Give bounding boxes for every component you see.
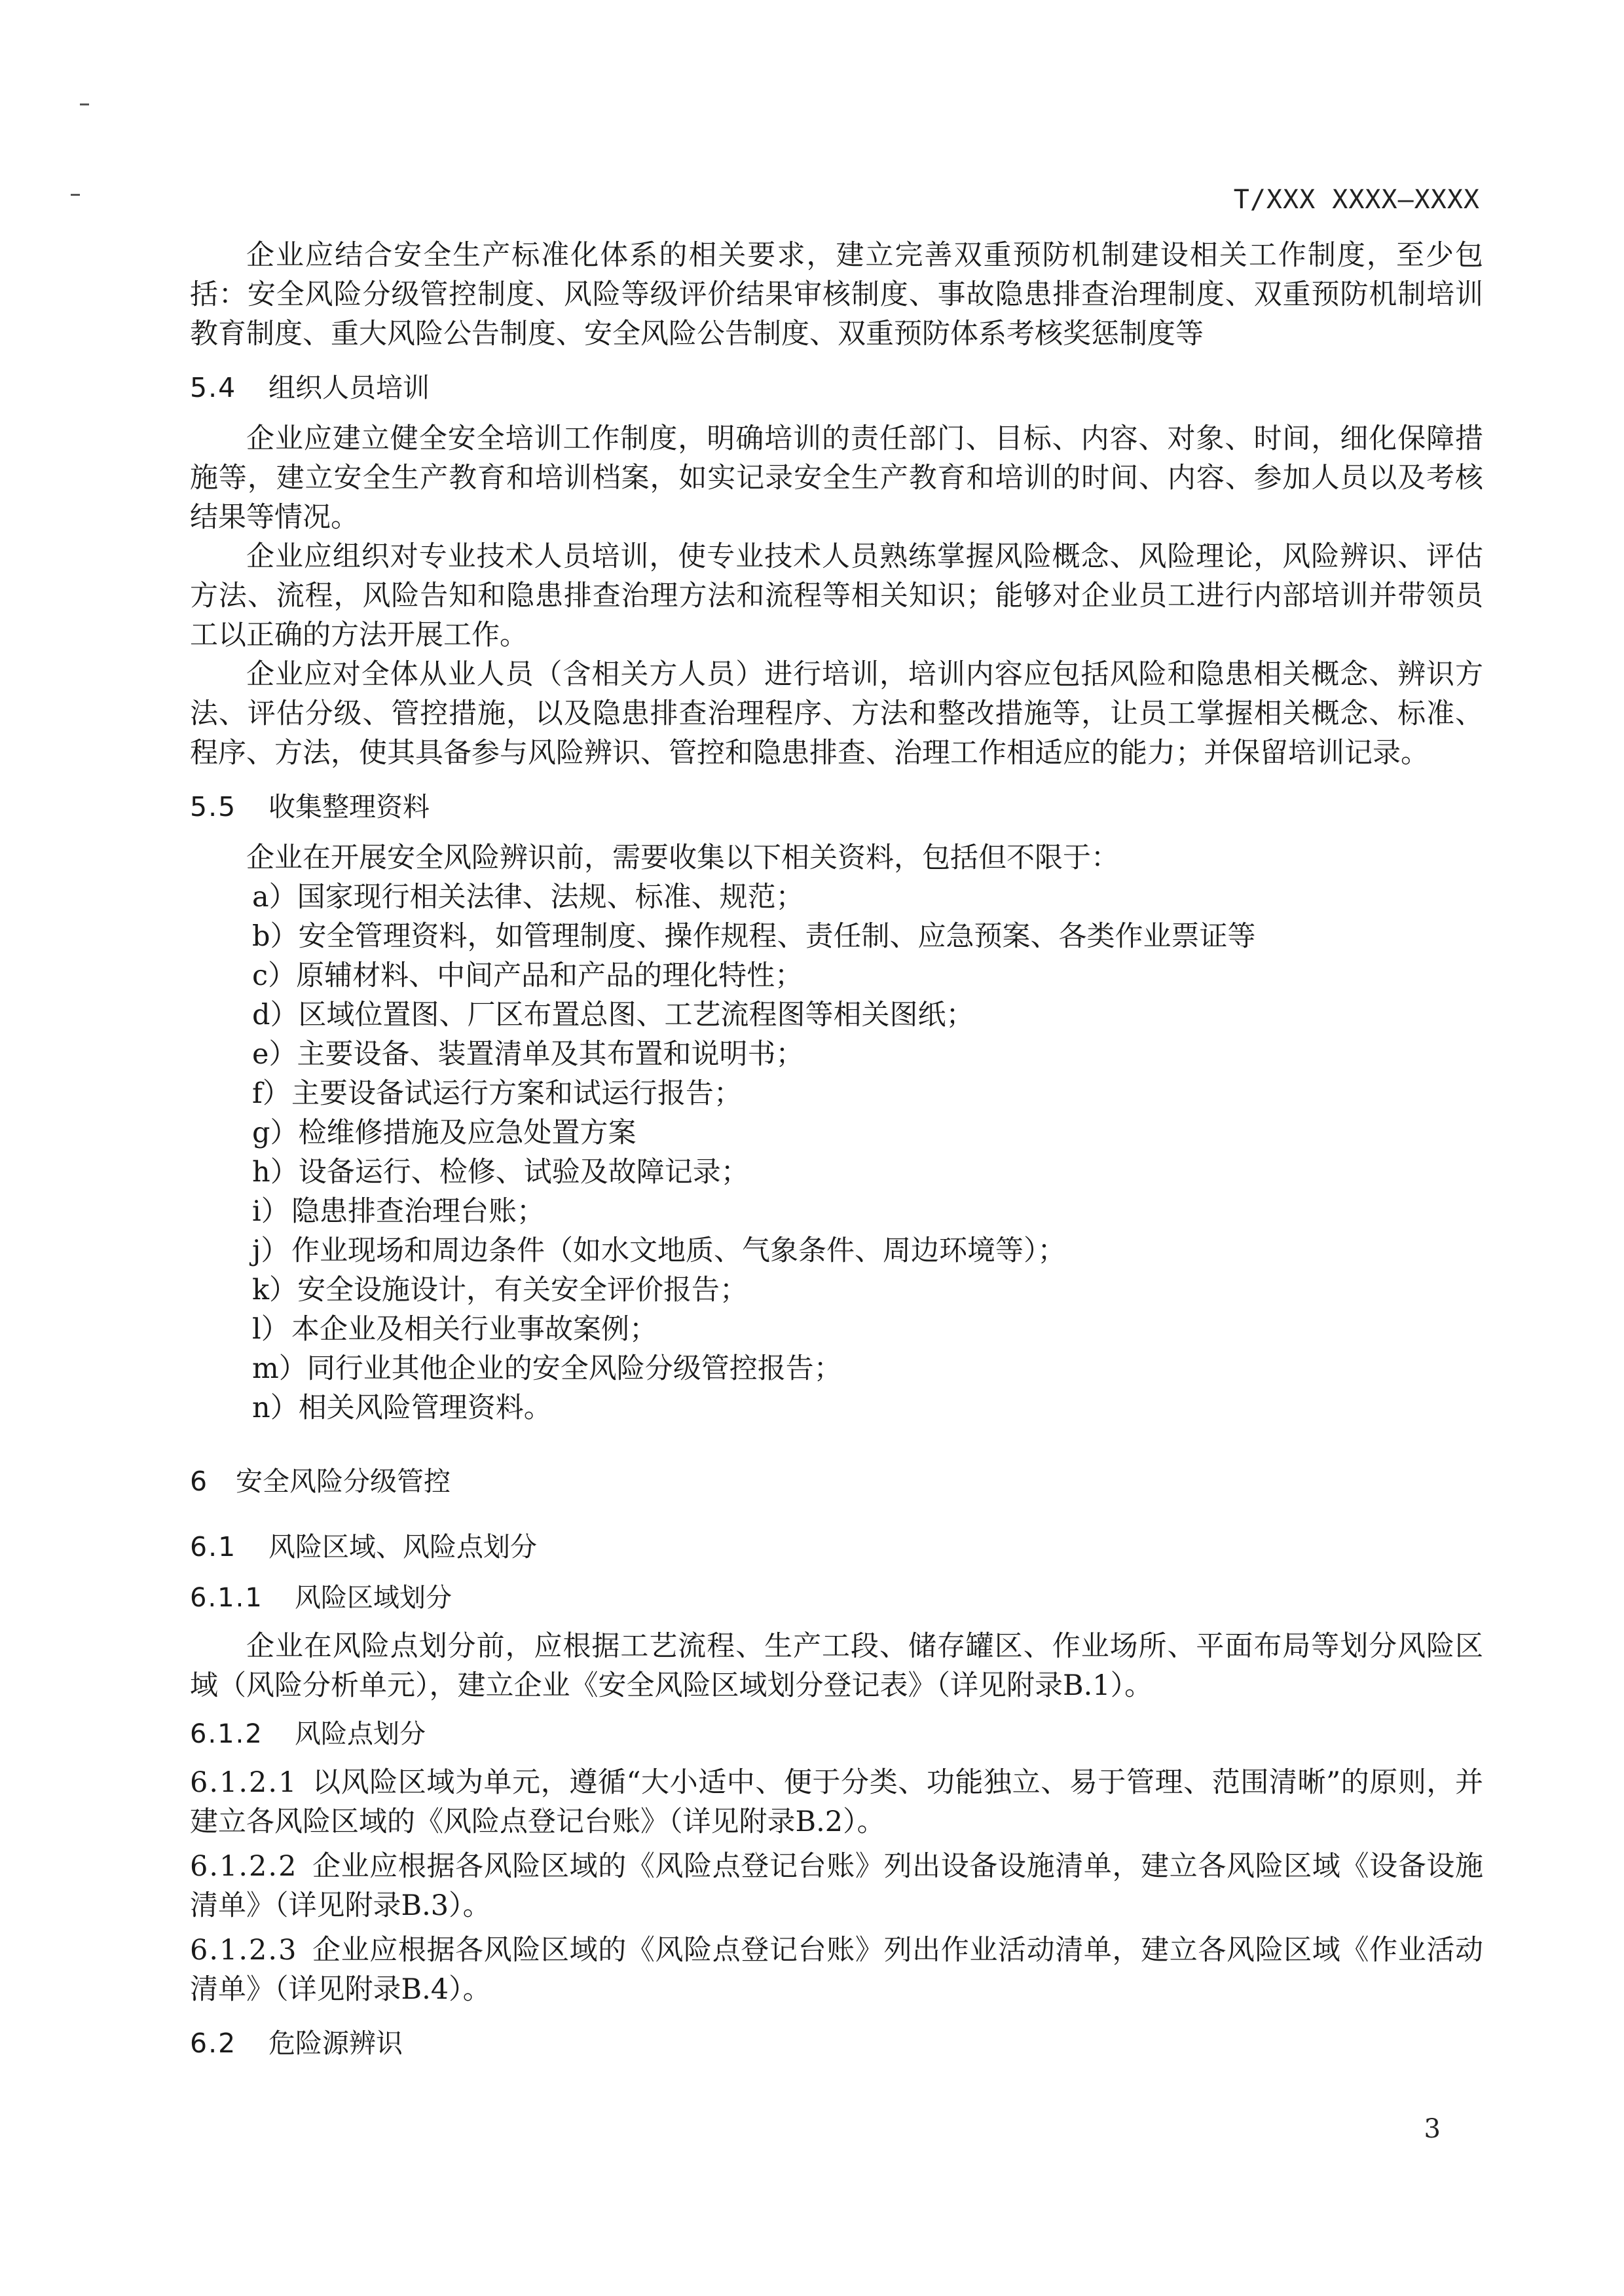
list-item-text: 安全管理资料，如管理制度、操作规程、责任制、应急预案、各类作业票证等 — [298, 920, 1256, 953]
section-number: 5.4 — [190, 372, 237, 403]
section-heading-6-2 — [190, 2024, 1483, 2063]
list-marker: c） — [252, 959, 297, 992]
clause-6-1-2-1 — [190, 1763, 1483, 1842]
list-item-text: 国家现行相关法律、法规、标准、规范； — [297, 881, 804, 914]
list-item — [252, 956, 1483, 995]
subsection-number: 6.1.1 — [190, 1583, 263, 1613]
list-marker: m） — [252, 1352, 307, 1385]
chapter-heading-6 — [190, 1462, 1483, 1501]
section-number: 6.2 — [190, 2028, 237, 2059]
clause-text: 企业应根据各风险区域的《风险点登记台账》列出作业活动清单，建立各风险区域《作业活动清单》（详见附录B.4）。 — [190, 1934, 1483, 2006]
list-item — [252, 1231, 1483, 1270]
list-item — [252, 1192, 1483, 1231]
list-item-text: 主要设备试运行方案和试运行报告； — [291, 1077, 742, 1110]
clause-text: 以风险区域为单元，遵循“大小适中、便于分类、功能独立、易于管理、范围清晰”的原则，并建立各风险区域的《风险点登记台账》（详见附录B.2）。 — [190, 1766, 1483, 1838]
clause-number: 6.1.2.1 — [190, 1766, 298, 1799]
subsection-number: 6.1.2 — [190, 1719, 263, 1749]
list-marker: e） — [252, 1038, 297, 1071]
section-title: 风险区域、风险点划分 — [268, 1531, 537, 1563]
list-item — [252, 917, 1483, 956]
section-title: 组织人员培训 — [268, 372, 430, 403]
list-marker: l） — [252, 1313, 289, 1346]
clause-6-1-2-2 — [190, 1847, 1483, 1925]
document-id: T/XXX XXXX—XXXX — [1233, 185, 1480, 215]
list-item-text: 原辅材料、中间产品和产品的理化特性； — [296, 959, 803, 992]
list-marker: a） — [252, 881, 297, 914]
section-heading-5-4 — [190, 368, 1483, 407]
intro-paragraph: 企业应结合安全生产标准化体系的相关要求，建立完善双重预防机制建设相关工作制度，至少包括：安全风险分级管控制度、风险等级评价结果审核制度、事故隐患排查治理制度、双重预防机制培训教育制度、重大风险公告制度、安全风险公告制度、双重预防体系考核奖惩制度等 — [190, 239, 1483, 350]
section-title: 收集整理资料 — [268, 791, 430, 823]
document-body — [190, 236, 1483, 2075]
chapter-number: 6 — [190, 1466, 208, 1497]
chapter-title: 安全风险分级管控 — [236, 1466, 451, 1497]
list-item — [252, 878, 1483, 917]
list-item — [252, 995, 1483, 1035]
list-marker: k） — [252, 1274, 298, 1306]
list-item — [252, 1388, 1483, 1428]
section-number: 5.5 — [190, 791, 237, 823]
list-item — [252, 1153, 1483, 1192]
list-marker: n） — [252, 1392, 299, 1424]
subsection-heading-6-1-1 — [190, 1578, 1483, 1618]
list-marker: i） — [252, 1195, 289, 1228]
section-heading-6-1 — [190, 1527, 1483, 1566]
paragraph: 企业在风险点划分前，应根据工艺流程、生产工段、储存罐区、作业场所、平面布局等划分风险区域（风险分析单元），建立企业《安全风险区域划分登记表》（详见附录B.1）。 — [190, 1630, 1483, 1702]
paragraph: 企业应组织对专业技术人员培训，使专业技术人员熟练掌握风险概念、风险理论，风险辨识、评估方法、流程，风险告知和隐患排查治理方法和流程等相关知识；能够对企业员工进行内部培训并带领员工以正确的方法开展工作。 — [190, 540, 1483, 652]
list-item — [252, 1310, 1483, 1349]
subsection-heading-6-1-2 — [190, 1714, 1483, 1754]
section-title: 危险源辨识 — [268, 2028, 403, 2059]
list-marker: g） — [252, 1117, 299, 1149]
list-item — [252, 1349, 1483, 1388]
paragraph: 企业应建立健全安全培训工作制度，明确培训的责任部门、目标、内容、对象、时间，细化保障措施等，建立安全生产教育和培训档案，如实记录安全生产教育和培训的时间、内容、参加人员以及考核结果等情况。 — [190, 422, 1483, 534]
clause-6-1-2-3 — [190, 1931, 1483, 2009]
paragraph: 企业应对全体从业人员（含相关方人员）进行培训，培训内容应包括风险和隐患相关概念、辨识方法、评估分级、管控措施，以及隐患排查治理程序、方法和整改措施等，让员工掌握相关概念、标准、程序、方法，使其具备参与风险辨识、管控和隐患排查、治理工作相适应的能力；并保留培训记录。 — [190, 658, 1483, 769]
list-item-text: 作业现场和周边条件（如水文地质、气象条件、周边环境等）； — [291, 1234, 1066, 1267]
scan-mark — [71, 194, 80, 196]
subsection-title: 风险区域划分 — [295, 1583, 452, 1613]
list-marker: h） — [252, 1156, 299, 1189]
list-item-text: 隐患排查治理台账； — [291, 1195, 545, 1228]
clause-number: 6.1.2.3 — [190, 1934, 298, 1967]
list-item-text: 相关风险管理资料。 — [298, 1392, 552, 1424]
materials-list — [190, 878, 1483, 1428]
subsection-title: 风险点划分 — [295, 1719, 426, 1749]
list-item-text: 检维修措施及应急处置方案 — [298, 1117, 637, 1149]
list-marker: f） — [252, 1077, 291, 1110]
list-item — [252, 1113, 1483, 1153]
list-marker: b） — [252, 920, 299, 953]
list-item-text: 同行业其他企业的安全风险分级管控报告； — [306, 1352, 842, 1385]
scan-mark — [80, 103, 89, 105]
list-item-text: 设备运行、检修、试验及故障记录； — [298, 1156, 749, 1189]
page-number: 3 — [1424, 2114, 1441, 2144]
list-item-text: 安全设施设计，有关安全评价报告； — [297, 1274, 748, 1306]
clause-number: 6.1.2.2 — [190, 1850, 298, 1883]
list-lead: 企业在开展安全风险辨识前，需要收集以下相关资料，包括但不限于： — [246, 842, 1119, 874]
list-marker: j） — [252, 1234, 289, 1267]
list-item-text: 区域位置图、厂区布置总图、工艺流程图等相关图纸； — [298, 999, 974, 1031]
list-item — [252, 1270, 1483, 1310]
section-heading-5-5 — [190, 787, 1483, 826]
list-item — [252, 1074, 1483, 1113]
list-item — [252, 1035, 1483, 1074]
list-item-text: 主要设备、装置清单及其布置和说明书； — [297, 1038, 804, 1071]
list-item-text: 本企业及相关行业事故案例； — [291, 1313, 657, 1346]
section-number: 6.1 — [190, 1531, 237, 1563]
clause-text: 企业应根据各风险区域的《风险点登记台账》列出设备设施清单，建立各风险区域《设备设施清单》（详见附录B.3）。 — [190, 1850, 1483, 1922]
list-marker: d） — [252, 999, 299, 1031]
